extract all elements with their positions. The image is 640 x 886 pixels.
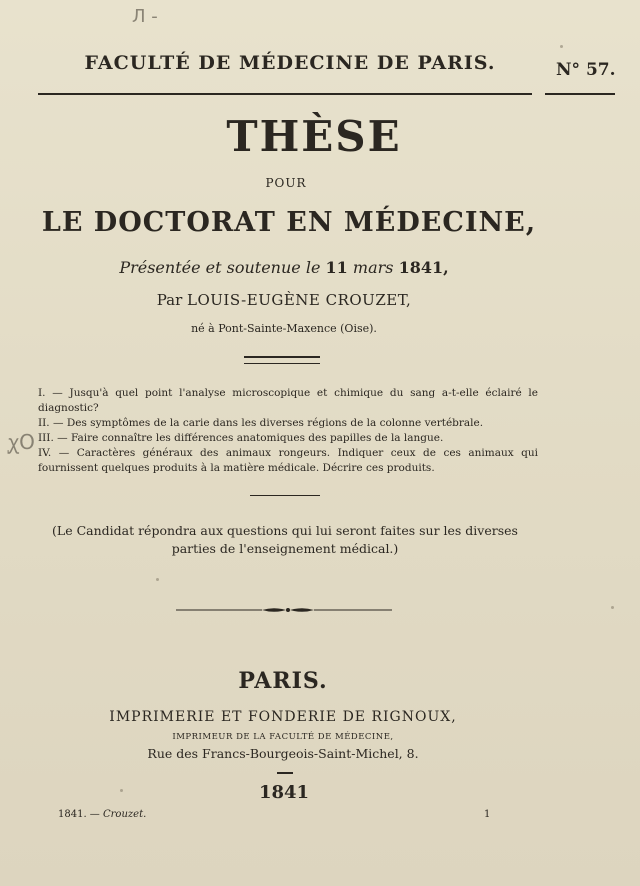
title-doctorat: LE DOCTORAT EN MÉDECINE,: [41, 207, 537, 238]
question-item: [34, 416, 538, 431]
paper-speck: [611, 606, 614, 609]
thesis-number: N° 57.: [556, 60, 616, 80]
imprint-year: 1841: [258, 782, 310, 803]
paper-speck: [560, 45, 563, 48]
presentation-line: [0, 258, 568, 277]
imprint-printer: IMPRIMERIE ET FONDERIE DE RIGNOUX,: [109, 709, 457, 725]
signature-year: 1841. —: [58, 809, 100, 820]
question-text: — Caractères généraux des animaux rongeurs. Indiquer ceux de ces animaux qui fournissent quelques produits à la matière médicale. Décrire ces produits.: [38, 447, 538, 474]
pencil-mark-margin: ꭕO: [8, 430, 35, 454]
page-number: 1: [484, 809, 491, 820]
question-text: — Jusqu'à quel point l'analyse microscopique et chimique du sang a-t-elle éclairé le diagnostic?: [38, 387, 539, 414]
imprint-rule: [277, 772, 293, 774]
section-double-rule: [244, 356, 320, 364]
questions-rule: [250, 495, 320, 496]
question-item: [34, 431, 538, 446]
ornamental-rule: [176, 603, 392, 617]
presentation-year: 1841,: [398, 258, 449, 277]
question-number: I.: [38, 387, 46, 399]
imprint-address: Rue des Francs-Bourgeois-Saint-Michel, 8.: [147, 746, 419, 761]
question-number: III.: [38, 432, 54, 444]
pencil-mark-top: Л -: [132, 6, 158, 27]
faculty-heading: FACULTÉ DE MÉDECINE DE PARIS.: [84, 52, 496, 74]
paper-speck: [120, 789, 123, 792]
question-number: IV.: [38, 447, 52, 459]
candidate-note: (Le Candidat répondra aux questions qui lui seront faites sur les diverses parties de l'enseignement médical.): [52, 523, 518, 556]
paper-speck: [156, 578, 159, 581]
title-these: THÈSE: [226, 112, 402, 161]
question-item: [34, 386, 538, 416]
signature-mark: [58, 809, 146, 820]
questions-list: [34, 386, 538, 476]
author-line: [0, 291, 568, 309]
title-pour: POUR: [265, 176, 307, 190]
presentation-day: 11: [325, 258, 348, 277]
presentation-month: mars: [352, 258, 394, 277]
imprint-city: PARIS.: [238, 668, 328, 694]
number-rule: [545, 93, 615, 95]
presentation-prefix: Présentée et soutenue le: [119, 258, 321, 277]
question-item: [34, 446, 538, 476]
question-number: II.: [38, 417, 50, 429]
header-rule: [38, 93, 532, 95]
imprint-printer-role: IMPRIMEUR DE LA FACULTÉ DE MÉDECINE,: [172, 732, 394, 742]
question-text: — Des symptômes de la carie dans les diverses régions de la colonne vertébrale.: [52, 417, 484, 429]
author-name: LOUIS-EUGÈNE CROUZET,: [187, 291, 412, 309]
signature-name: Crouzet.: [103, 809, 147, 820]
author-prefix: Par: [156, 291, 183, 309]
question-text: — Faire connaître les différences anatomiques des papilles de la langue.: [57, 432, 444, 444]
birthplace: né à Pont-Sainte-Maxence (Oise).: [191, 322, 377, 335]
